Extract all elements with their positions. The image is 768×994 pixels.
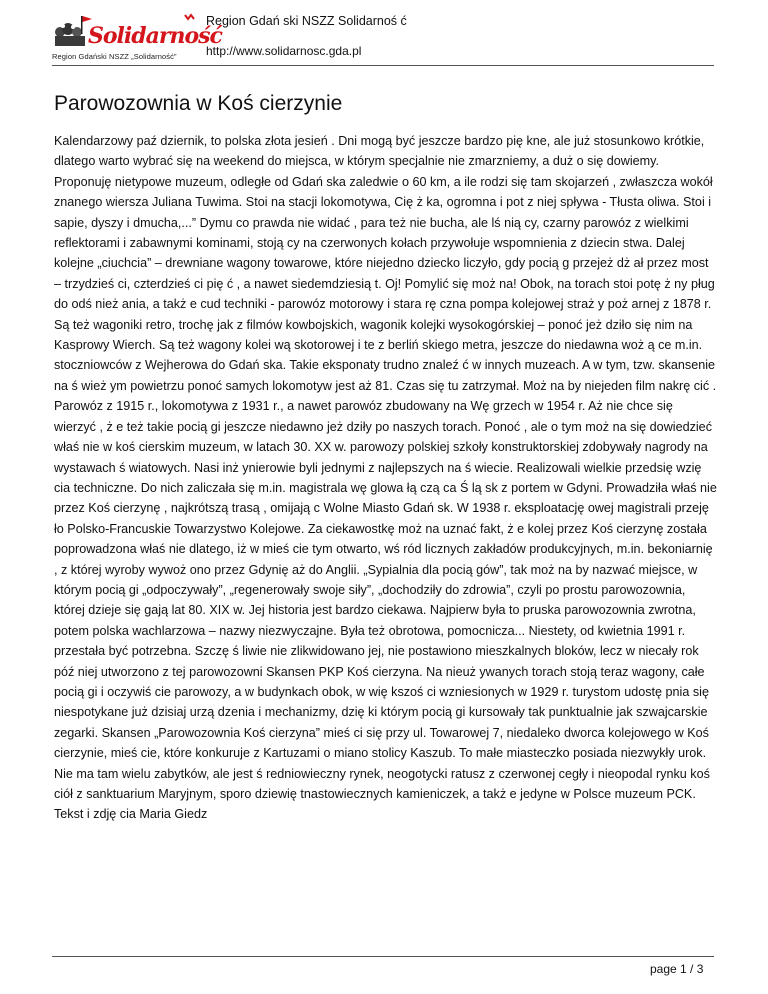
logo-subtitle: Region Gdański NSZZ „Solidarność” [52, 52, 177, 61]
crowd-icon [55, 16, 92, 46]
footer-divider [52, 956, 714, 957]
article-title: Parowozownia w Koś cierzynie [54, 92, 343, 115]
article-body: Kalendarzowy paź dziernik, to polska złota jesień . Dni mogą być jeszcze bardzo pię kne, ale już stosunkowo krótkie, dlatego warto wybrać się na weekend do miejsca, w którym specjalnie nie zmarzniemy, a duż o się dowiemy. Proponuję nietypowe muzeum, odległe od Gdań ska zaledwie o 60 km, a ile rodzi się tam skojarzeń , zwłaszcza wokół znanego wiersza Juliana Tuwima. Stoi na stacji lokomotywa, Cię ż ka, ogromna i pot z niej spływa - Tłusta oliwa. Stoi i sapie, dyszy i dmucha,...” Dymu co prawda nie widać , para też nie bucha, ale lś nią cy, czarny parowóz z wielkimi reflektorami i zabawnymi kominami, stoją cy na czerwonych kołach przywołuje wspomnienia z dziecin stwa. Dalej kolejne „ciuchcia” – drewniane wagony towarowe, które niejedno dziecko liczyło, gdy pocią g przejeż dż ał przez most – trzydzieś ci, czterdzieś ci pię ć , a nawet siedemdziesią t. Oj! Pomylić się moż na! Obok, na torach stoi potę ż ny pług do odś nież ania, a takż e cud techniki - parowóz motorowy i stara rę czna pompa kolejowej straż y poż arnej z 1878 r. Są też wagoniki retro, trochę jak z filmów kowbojskich, wagonik kolejki wysokogórskiej – ponoć jeż dziło się nim na Kasprowy Wierch. Są też wagony kolei wą skotorowej i te z berliń skiego metra, jeszcze do niedawna woż ą ce m.in. stoczniowców z Wejherowa do Gdań ska. Takie eksponaty trudno znaleź ć w innych muzeach. A w tym, tzw. skansenie na ś wież ym powietrzu ponoć samych lokomotyw jest aż 81. Czas się tu zatrzymał. Moż na by niejeden film nakrę cić . Parowóz z 1915 r., lokomotywa z 1931 r., a nawet parowóz zbudowany na Wę grzech w 1954 r. Aż nie chce się wierzyć , ż e też takie pocią gi jeszcze niedawno jeż dziły po naszych torach. Ponoć , ale o tym moż na się dowiedzieć właś nie w koś cierskim muzeum, w latach 30. XX w. parowozy polskiej szkoły konstruktorskiej zdobywały nagrody na wystawach ś wiatowych. Nasi inż ynierowie byli jednymi z najlepszych na ś wiecie. Realizowali wielkie przedsię wzię cia techniczne. Do nich zaliczała się m.in. magistrala wę glowa łą czą ca Ś lą sk z portem w Gdyni. Prowadziła właś nie przez Koś cierzynę , najkrótszą trasą , omijają c Wolne Miasto Gdań sk. W 1938 r. eksploatację owej magistrali przeję ło Polsko-Francuskie Towarzystwo Kolejowe. Za ciekawostkę moż na uznać fakt, ż e kolej przez Koś cierzynę została poprowadzona właś nie dlatego, iż w mieś cie tym otwarto, wś ród licznych zakładów produkcyjnych, m.in. bekoniarnię , z której wyroby wywoż ono przez Gdynię aż do Anglii. „Sypialnia dla pocią gów”, tak moż na by nazwać miejsce, w którym pocią gi „odpoczywały”, „regenerowały swoje siły”, „dochodziły do zdrowia”, czyli po prostu parowozownia, której dzieje się gają lat 80. XIX w. Jej historia jest bardzo ciekawa. Najpierw była to pruska parowozownia zwrotna, potem polska wachlarzowa – nazwy niezwyczajne. Była też obrotowa, pomocnicza... Niestety, od kwietnia 1991 r. przestała być potrzebna. Szczę ś liwie nie zlikwidowano jej, nie postawiono mieszkalnych bloków, lecz w niecały rok póź niej utworzono z tej parowozowni Skansen PKP Koś cierzyna. Na nieuż ywanych torach stoją teraz wagony, całe pocią gi i oczywiś cie parowozy, a w budynkach obok, w wię kszoś ci wzniesionych w 1929 r. turystom udostę pnia się niespotykane już dzisiaj urzą dzenia i mechanizmy, dzię ki którym pocią gi kursowały tak punktualnie jak szwajcarskie zegarki. Skansen „Parowozownia Koś cierzyna” mieś ci się przy ul. Towarowej 7, niedaleko dworca kolejowego w Koś cierzynie, mieś cie, które konkuruje z Kartuzami o miano stolicy Kaszub. To małe miasteczko posiada niezwykły urok. Nie ma tam wielu zabytków, ale jest ś redniowieczny rynek, neogotycki ratusz z czerwonej cegły i nieopodal rynku koś ciół z sanktuarium Maryjnym, sporo dziewię tnastowiecznych kamieniczek, a takż e jedyne w Polsce muzeum PCK. Tekst i zdję cia Maria Giedz [54, 134, 717, 822]
solidarnosc-logo [52, 12, 222, 62]
solidarnosc-logo-mark [52, 12, 222, 49]
header-title: Region Gdań ski NSZZ Solidarnoś ć [206, 14, 407, 28]
header-url-link[interactable]: http://www.solidarnosc.gda.pl [206, 44, 362, 58]
logo-wordmark: Solidarność [88, 23, 222, 49]
page-number: page 1 / 3 [650, 962, 704, 976]
page-header [0, 0, 768, 70]
header-divider [52, 65, 714, 66]
